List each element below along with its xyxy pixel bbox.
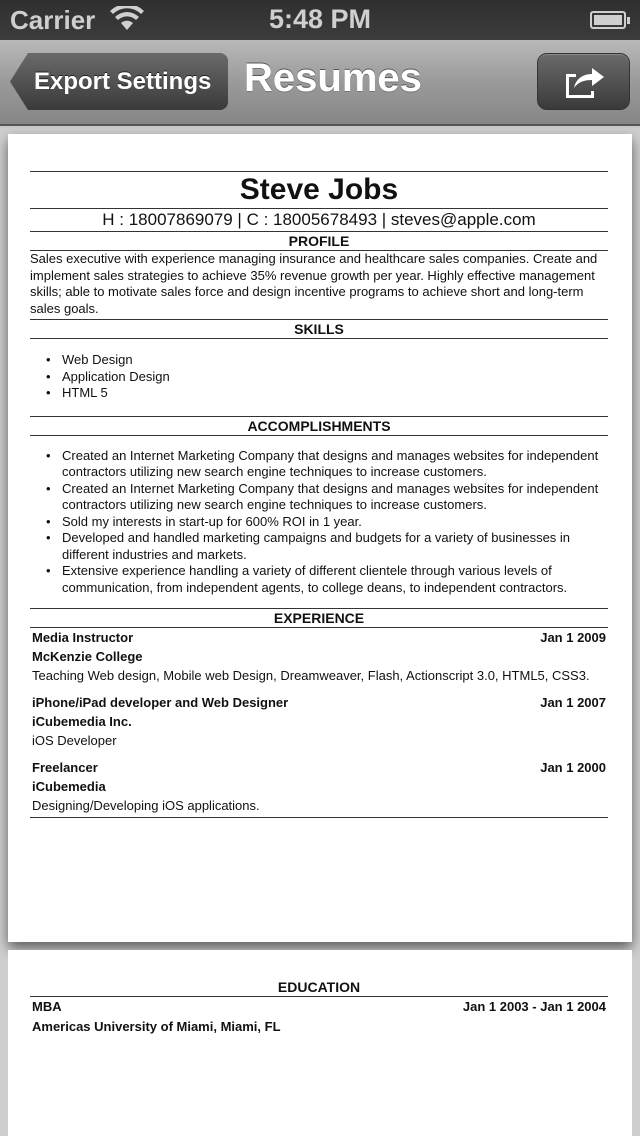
share-button[interactable] <box>537 53 630 110</box>
skill-item: • Web Design <box>46 352 608 369</box>
share-icon <box>564 64 608 100</box>
job-date: Jan 1 2000 <box>540 760 606 775</box>
degree: MBA <box>32 999 62 1014</box>
resume-contact: H : 18007869079 | C : 18005678493 | steves@apple.com <box>102 210 536 229</box>
resume-document <box>30 171 608 818</box>
job-title: Media Instructor <box>32 630 134 645</box>
accomplishment-item: • Sold my interests in start-up for 600% ROI in 1 year. <box>46 514 608 531</box>
accomplishments-list <box>30 448 608 597</box>
profile-text: Sales executive with experience managing insurance and healthcare sales companies. Create and implement sales strategies to achieve 35% revenue growth per year. Highly effective management skills; able to motivate sales force and design incentive programs to achieve short and long-term sales goals. <box>30 251 598 316</box>
job-company: iCubemedia Inc. <box>32 714 132 729</box>
back-button-label: Export Settings <box>34 68 212 95</box>
education-heading: EDUCATION <box>277 979 361 995</box>
job-description: iOS Developer <box>32 733 117 748</box>
skill-item: • HTML 5 <box>46 385 608 402</box>
job-company: McKenzie College <box>32 649 143 664</box>
job-title: Freelancer <box>32 760 98 775</box>
accomplishment-item: • Developed and handled marketing campaigns and budgets for a variety of businesses in different industries and markets. <box>46 530 608 563</box>
accomplishment-item: • Created an Internet Marketing Company that designs and manages websites for independent contractors utilizing new search engine techniques to increase customers. <box>46 448 608 481</box>
education-entry <box>30 997 608 1036</box>
clock: 5:48 PM <box>268 4 372 34</box>
resume-page-1 <box>8 134 632 942</box>
job-date: Jan 1 2009 <box>540 630 606 645</box>
export-settings-back-button[interactable] <box>10 53 228 110</box>
experience-entry <box>30 628 608 685</box>
job-description: Teaching Web design, Mobile web Design, Dreamweaver, Flash, Actionscript 3.0, HTML5, CSS3. <box>32 668 590 683</box>
resume-document-continued <box>30 978 608 1036</box>
school: Americas University of Miami, Miami, FL <box>32 1019 281 1034</box>
accomplishments-heading: ACCOMPLISHMENTS <box>247 417 391 434</box>
job-company: iCubemedia <box>32 779 106 794</box>
status-bar <box>0 0 640 40</box>
education-dates: Jan 1 2003 - Jan 1 2004 <box>462 999 606 1014</box>
experience-entry <box>30 693 608 750</box>
carrier-label: Carrier <box>10 5 96 35</box>
page-title: Resumes <box>244 56 422 100</box>
job-description: Designing/Developing iOS applications. <box>32 798 260 813</box>
job-date: Jan 1 2007 <box>540 695 606 710</box>
accomplishment-item: • Created an Internet Marketing Company that designs and manages websites for independent contractors utilizing new search engine techniques to increase customers. <box>46 481 608 514</box>
skills-heading: SKILLS <box>294 321 344 337</box>
job-title: iPhone/iPad developer and Web Designer <box>32 695 289 710</box>
profile-heading: PROFILE <box>288 233 350 249</box>
resume-preview[interactable] <box>0 128 640 1136</box>
skills-list <box>30 352 608 402</box>
experience-heading: EXPERIENCE <box>273 610 365 626</box>
accomplishment-item: • Extensive experience handling a variety of different clientele through various levels of communication, from independent agents, to college deans, to independent contractors. <box>46 563 608 596</box>
resume-name: Steve Jobs <box>239 173 399 206</box>
resume-page-2 <box>8 950 632 1136</box>
experience-entry <box>30 758 608 815</box>
navigation-bar <box>0 40 640 126</box>
skill-item: • Application Design <box>46 369 608 386</box>
battery-icon <box>590 11 626 29</box>
